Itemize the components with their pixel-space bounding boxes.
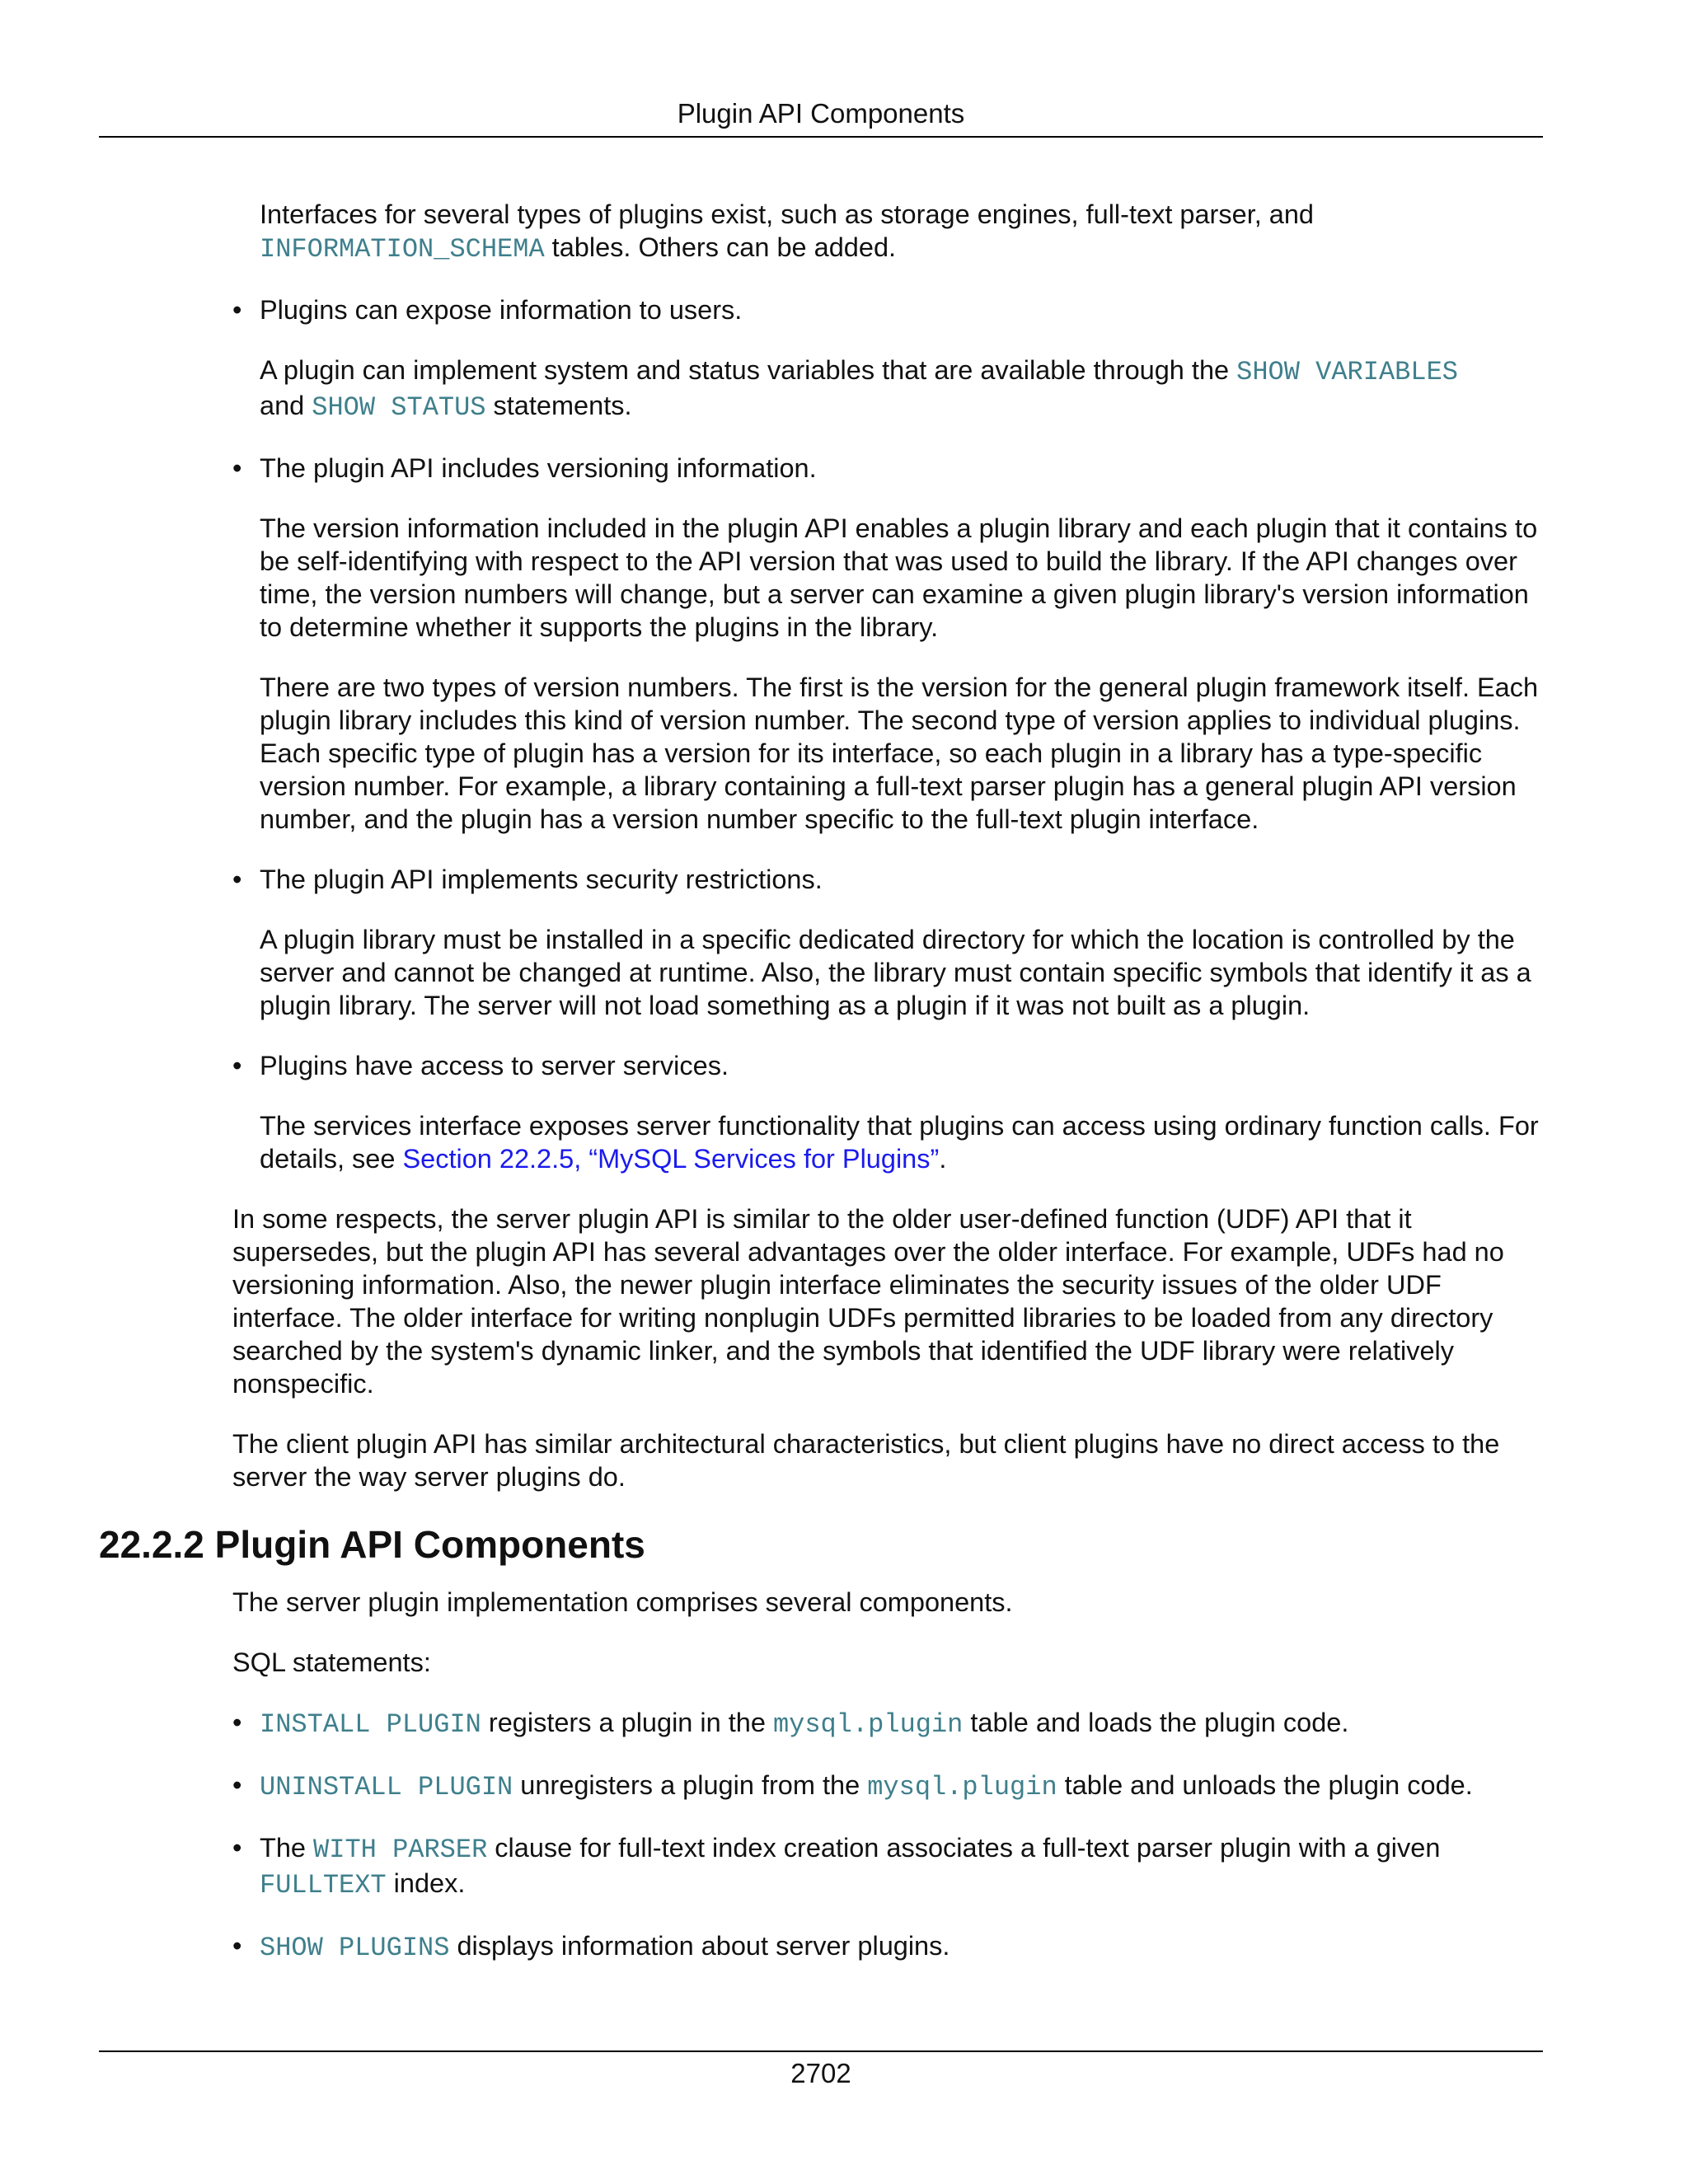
bullet-versioning-text: The plugin API includes versioning information. <box>260 453 817 483</box>
bullet-services-text: Plugins have access to server services. <box>260 1051 729 1080</box>
item-text: index. <box>386 1868 466 1898</box>
detail-text: A plugin can implement system and status variables that are available through the <box>260 355 1237 385</box>
intro-paragraph <box>260 198 1551 266</box>
document-body <box>99 198 1551 1965</box>
item-text: table and loads the plugin code. <box>963 1708 1349 1737</box>
intro-text-end: tables. Others can be added. <box>544 232 897 262</box>
detail-text: statements. <box>485 391 632 420</box>
code-fulltext: FULLTEXT <box>260 1870 387 1900</box>
services-section-link[interactable]: Section 22.2.5, “MySQL Services for Plugins” <box>402 1144 940 1174</box>
sql-item-show-plugins <box>232 1929 1551 1965</box>
services-detail <box>260 1109 1551 1175</box>
bullet-services <box>232 1049 1551 1082</box>
bullet-security-text: The plugin API implements security restrictions. <box>260 865 823 894</box>
page-header-title: Plugin API Components <box>677 98 965 129</box>
bullet-versioning <box>232 452 1551 485</box>
sql-statements-label: SQL statements: <box>232 1647 431 1677</box>
page-number: 2702 <box>790 2058 851 2088</box>
code-show-variables: SHOW VARIABLES <box>1236 357 1458 387</box>
code-show-status: SHOW STATUS <box>312 392 486 423</box>
code-mysql-plugin: mysql.plugin <box>772 1709 964 1740</box>
bullet-expose-info-text: Plugins can expose information to users. <box>260 295 743 325</box>
item-text: displays information about server plugins. <box>449 1931 950 1961</box>
item-text: unregisters a plugin from the <box>513 1770 868 1800</box>
detail-text: The services interface exposes server functionality that plugins can access using ordinary function calls. For details, see <box>260 1111 1539 1174</box>
code-show-plugins: SHOW PLUGINS <box>260 1933 450 1963</box>
item-text: clause for full-text index creation associates a full-text parser plugin with a given <box>487 1833 1441 1863</box>
code-uninstall-plugin: UNINSTALL PLUGIN <box>260 1772 513 1802</box>
versioning-detail-1: The version information included in the plugin API enables a plugin library and each plugin that it contains to be self-identifying with respect to the API version that was used to build the library. If the API changes over time, the version numbers will change, but a server can examine a given plugin library's version information to determine whether it supports the plugins in the library. <box>260 513 1538 642</box>
udf-comparison-paragraph: In some respects, the server plugin API is similar to the older user-defined function (UDF) API that it supersedes, but the plugin API has several advantages over the older interface. For example, UDFs had no versioning information. Also, the newer plugin interface eliminates the security issues of the older UDF interface. The older interface for writing nonplugin UDFs permitted libraries to be loaded from any directory searched by the system's dynamic linker, and the symbols that identified the UDF library were relatively nonspecific. <box>232 1204 1504 1399</box>
code-information-schema: INFORMATION_SCHEMA <box>260 234 545 265</box>
section-heading: 22.2.2 Plugin API Components <box>99 1523 645 1566</box>
item-text: table and unloads the plugin code. <box>1057 1770 1473 1800</box>
code-mysql-plugin: mysql.plugin <box>867 1772 1057 1802</box>
sql-item-install <box>232 1706 1551 1741</box>
header-divider <box>99 136 1543 138</box>
code-with-parser: WITH PARSER <box>313 1835 488 1865</box>
intro-text: Interfaces for several types of plugins exist, such as storage engines, full-text parser, and <box>260 199 1315 229</box>
code-install-plugin: INSTALL PLUGIN <box>260 1709 481 1740</box>
client-plugin-paragraph: The client plugin API has similar architectural characteristics, but client plugins have no direct access to the server the way server plugins do. <box>232 1429 1500 1492</box>
bullet-expose-info <box>232 293 1551 326</box>
bullet-expose-info-detail <box>260 354 1551 424</box>
section-intro: The server plugin implementation comprises several components. <box>232 1587 1013 1617</box>
bullet-security <box>232 863 1551 896</box>
sql-item-with-parser <box>232 1831 1551 1902</box>
item-text: The <box>260 1833 314 1863</box>
sql-item-uninstall <box>232 1769 1551 1804</box>
detail-text: . <box>939 1144 947 1174</box>
versioning-detail-2: There are two types of version numbers. The first is the version for the general plugin framework itself. Each plugin library includes this kind of version number. The second type of version applies to individual plugins. Each specific type of plugin has a version for its interface, so each plugin in a library has a type-specific version number. For example, a library containing a full-text parser plugin has a general plugin API version number, and the plugin has a version number specific to the full-text plugin interface. <box>260 673 1539 834</box>
footer-divider <box>99 2050 1543 2052</box>
security-detail: A plugin library must be installed in a specific dedicated directory for which the location is controlled by the server and cannot be changed at runtime. Also, the library must contain specific symbols that identify it as a plugin library. The server will not load something as a plugin if it was not built as a plugin. <box>260 925 1531 1020</box>
item-text: registers a plugin in the <box>481 1708 773 1737</box>
detail-text: and <box>260 391 312 420</box>
